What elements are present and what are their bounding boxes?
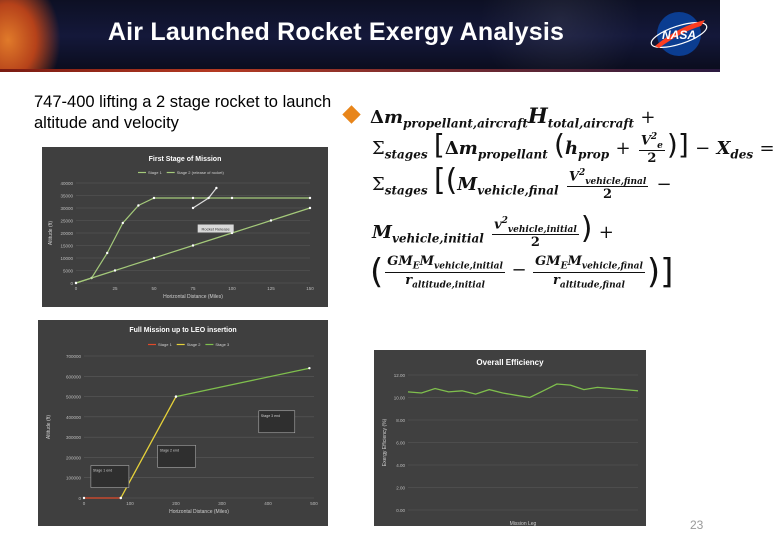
y-tick-label: 700000 (65, 354, 81, 359)
y-tick-label: 12.00 (393, 373, 405, 378)
y-tick-label: 0 (70, 281, 73, 286)
y-tick-label: 200000 (65, 455, 81, 461)
data-point (83, 497, 85, 499)
chart-title: Full Mission up to LEO insertion (129, 327, 237, 334)
y-axis-label: Altitude (ft) (46, 414, 52, 440)
equation-line-4: $M_{vehicle,initial}$ $\frac{v^2_{vehicle,initial}}{2}$ ) + (372, 211, 614, 251)
data-point (207, 197, 209, 199)
overall-efficiency-chart (374, 350, 646, 526)
equation-line-2: $\Sigma_{stages}$ [$\Delta m_{propellant}$ ($h_{prop}$ + $\frac{V^2_e}{2}$ )] − $X_{des}$ = (372, 128, 775, 167)
data-point (175, 395, 177, 397)
x-tick-label: 125 (267, 286, 275, 291)
x-tick-label: 150 (306, 286, 314, 291)
data-point (122, 222, 124, 224)
data-point (309, 197, 311, 199)
slide-header (0, 0, 720, 72)
y-tick-label: 300000 (65, 435, 81, 441)
x-tick-label: 50 (151, 286, 157, 291)
y-tick-label: 25000 (60, 218, 73, 224)
slide-subtitle: 747-400 lifting a 2 stage rocket to launch altitude and velocity (34, 93, 332, 132)
y-tick-label: 2.00 (396, 485, 405, 491)
rocket-release-label: Rocket Release (201, 226, 230, 232)
y-tick-label: 20000 (60, 231, 73, 236)
overall-efficiency-chart-svg (374, 350, 646, 526)
y-tick-label: 30000 (60, 206, 73, 211)
x-axis-label: Horizontal Distance (Miles) (163, 294, 223, 300)
y-tick-label: 5000 (62, 268, 73, 274)
nasa-logo-text: NASA (661, 28, 697, 42)
data-point (270, 219, 272, 221)
x-tick-label: 300 (218, 501, 226, 506)
annotation-text-2: Stage 2 end (159, 448, 179, 453)
y-tick-label: 10.00 (393, 395, 405, 401)
chart-title: Overall Efficiency (476, 358, 544, 367)
y-axis-label: Exergy Efficiency (%) (382, 418, 388, 467)
data-point (215, 187, 217, 189)
x-tick-label: 500 (310, 501, 318, 506)
first-stage-chart (42, 147, 328, 307)
y-tick-label: 0 (78, 496, 81, 501)
y-tick-label: 500000 (65, 394, 81, 400)
x-tick-label: 100 (126, 501, 134, 506)
y-tick-label: 35000 (60, 193, 73, 199)
data-point (153, 257, 155, 259)
y-tick-label: 40000 (60, 181, 73, 186)
y-axis-label: Altitude (ft) (48, 220, 54, 246)
y-tick-label: 6.00 (396, 440, 405, 446)
series-line-1 (408, 384, 638, 398)
annotation-text-3: Stage 3 end (260, 413, 281, 418)
data-point (309, 207, 311, 209)
data-point (192, 197, 194, 199)
equation-line-5: ( $\frac{GM_EM_{vehicle,initial}}{r_{altitude,initial}}$ − $\frac{GM_EM_{vehicle,final}}{r_{altitude,final}}$ )] (370, 252, 674, 292)
x-tick-label: 100 (228, 286, 236, 291)
x-tick-label: 25 (112, 286, 118, 291)
y-tick-label: 8.00 (396, 418, 405, 423)
y-tick-label: 100000 (65, 475, 81, 481)
x-axis-label: Mission Leg (509, 521, 537, 527)
data-point (308, 367, 310, 369)
x-tick-label: 75 (190, 286, 196, 291)
slide-title: Air Launched Rocket Exergy Analysis (107, 18, 565, 46)
data-point (137, 204, 139, 206)
data-point (106, 252, 108, 254)
x-axis-label: Horizontal Distance (Miles) (169, 509, 229, 515)
full-mission-chart-svg (38, 320, 328, 526)
page-number: 23 (690, 518, 704, 532)
data-point (75, 282, 77, 284)
y-tick-label: 400000 (65, 414, 81, 420)
y-tick-label: 10000 (60, 256, 73, 261)
equation-line-1: $\Delta m_{propellant,aircraft}H_{total,aircraft}$ + (370, 103, 656, 131)
legend-entry: Stage 2 (release of rocket) (176, 170, 224, 175)
legend-entry: Stage 1 (158, 342, 172, 347)
first-stage-chart-svg (42, 147, 328, 307)
y-tick-label: 4.00 (396, 463, 405, 468)
data-point (192, 244, 194, 246)
data-point (231, 197, 233, 199)
x-tick-label: 200 (172, 501, 180, 506)
nasa-logo (649, 8, 709, 60)
data-point (120, 497, 122, 499)
full-mission-chart (38, 320, 328, 526)
legend-entry: Stage 3 (215, 342, 230, 347)
data-point (153, 197, 155, 199)
y-tick-label: 0.00 (396, 508, 405, 513)
x-tick-label: 0 (74, 286, 78, 291)
x-tick-label: 0 (82, 501, 86, 506)
y-tick-label: 600000 (65, 374, 81, 380)
data-point (114, 269, 116, 271)
data-point (192, 207, 194, 209)
annotation-text-1: Stage 1 end (92, 468, 113, 473)
y-tick-label: 15000 (60, 243, 73, 249)
bullet-diamond (342, 105, 360, 123)
legend-entry: Stage 1 (148, 170, 162, 175)
equation-line-3: $\Sigma_{stages}$ [($M_{vehicle,final}$ $\frac{V^2_{vehicle,final}}{2}$ − (372, 163, 672, 203)
chart-title: First Stage of Mission (148, 156, 222, 163)
legend-entry: Stage 2 (186, 342, 201, 347)
series-line-3 (176, 368, 309, 396)
x-tick-label: 400 (264, 501, 272, 506)
